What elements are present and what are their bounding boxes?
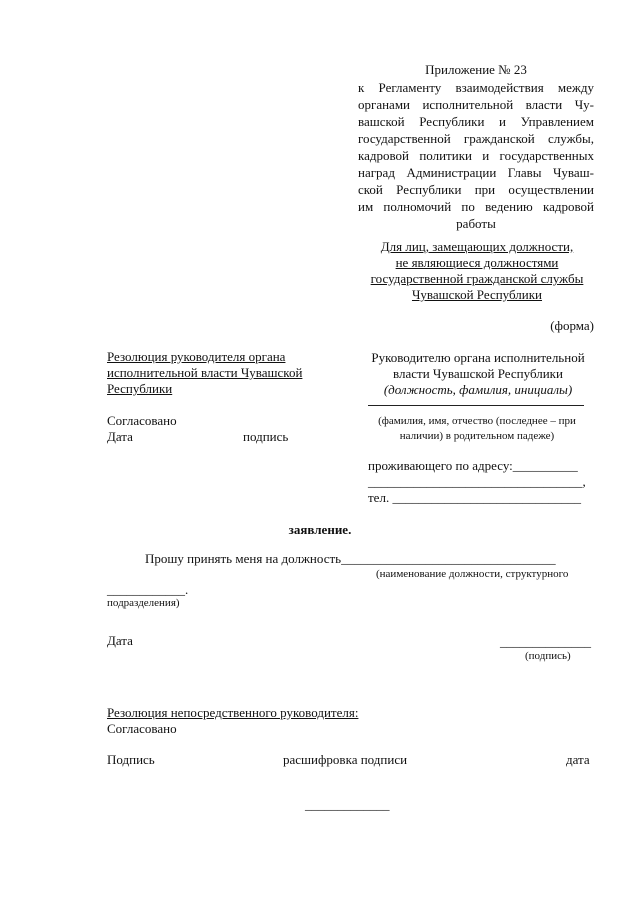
appendix-line: вашской Республики и Управлением <box>358 114 594 129</box>
request-continuation[interactable]: ____________. <box>107 582 189 597</box>
head-resolution-line: Республики <box>107 381 173 396</box>
head-resolution <box>107 349 337 397</box>
target-group-line: Для лиц, замещающих должности, <box>380 239 574 254</box>
statement-title: заявление. <box>288 522 352 537</box>
direct-sign: Подпись <box>107 752 155 767</box>
target-group-line: Чувашской Республики <box>411 287 543 302</box>
request-text[interactable]: Прошу принять меня на должность_________________________________ <box>145 551 556 566</box>
direct-resolution-title: Резолюция непосредственного руководителя: <box>107 705 359 720</box>
addressee-line: Руководителю органа исполнительной <box>371 350 585 365</box>
request-hint: (наименование должности, структурного <box>376 568 569 580</box>
head-agreed: Согласовано <box>107 413 177 428</box>
fio-hint-line: (фамилия, имя, отчество (последнее – при <box>378 415 576 427</box>
appendix-line: к Регламенту взаимодействия между <box>358 80 594 95</box>
applicant-sign-line[interactable]: ______________ <box>500 634 591 649</box>
target-group-note <box>352 239 602 303</box>
appendix-line: кадровой политики и государственных <box>358 148 594 163</box>
appendix-line: органами исполнительной власти Чу- <box>358 97 594 112</box>
footer-line: _____________ <box>305 797 390 812</box>
applicant-sign-hint: (подпись) <box>525 650 571 662</box>
appendix-line: ской Республики при осуществлении <box>358 182 594 197</box>
direct-date: дата <box>566 752 590 767</box>
target-group-line: не являющиеся должностями <box>395 255 559 270</box>
fio-hint <box>362 414 592 444</box>
head-resolution-line: Резолюция руководителя органа <box>107 349 286 364</box>
address-field[interactable]: проживающего по адресу:__________ <box>368 458 578 473</box>
head-date: Дата <box>107 429 133 444</box>
target-group-line: государственной гражданской службы <box>370 271 584 286</box>
form-label: (форма) <box>550 318 594 333</box>
head-signature: подпись <box>243 429 289 444</box>
fio-hint-line: наличии) в родительном падеже) <box>399 430 555 442</box>
appendix-line: наград Администрации Главы Чуваш- <box>358 165 594 180</box>
appendix-title: Приложение № 23 <box>425 62 527 77</box>
fio-line[interactable] <box>368 405 584 406</box>
addressee-block <box>358 350 598 398</box>
addressee-hint: (должность, фамилия, инициалы) <box>383 382 573 397</box>
appendix-line: государственной гражданской службы, <box>358 131 594 146</box>
head-resolution-line: исполнительной власти Чувашской <box>107 365 303 380</box>
appendix-line: работы <box>456 216 496 231</box>
appendix-line: им полномочий по ведению кадровой <box>358 199 594 214</box>
applicant-date: Дата <box>107 633 133 648</box>
phone-field[interactable]: тел. _____________________________ <box>368 490 581 505</box>
appendix-text <box>358 79 594 232</box>
request-hint-2: подразделения) <box>107 597 180 609</box>
address-field-2[interactable]: _________________________________, <box>368 474 586 489</box>
direct-decode: расшифровка подписи <box>283 752 408 767</box>
direct-agreed: Согласовано <box>107 721 177 736</box>
addressee-line: власти Чувашской Республики <box>393 366 563 381</box>
